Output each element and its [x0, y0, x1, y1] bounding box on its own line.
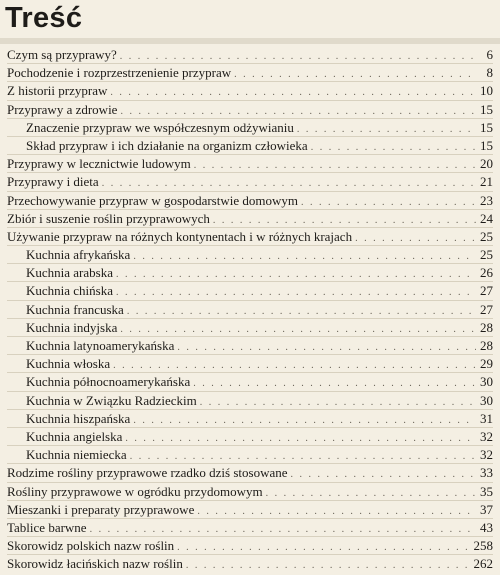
page-title: Treść — [5, 2, 83, 34]
toc-page-number: 15 — [480, 137, 493, 153]
toc-page-number: 32 — [480, 447, 493, 463]
toc-page-number: 20 — [480, 156, 493, 172]
toc-page-number: 29 — [480, 356, 493, 372]
toc-page-number: 23 — [480, 192, 493, 208]
dot-leader — [266, 485, 476, 503]
toc-entry-title: Pochodzenie i rozprzestrzenienie przypraw — [7, 65, 232, 81]
table-of-contents — [7, 46, 493, 573]
toc-page-number: 10 — [480, 83, 493, 99]
dot-leader — [301, 194, 476, 212]
dot-leader — [234, 66, 476, 84]
toc-entry-title: Kuchnia arabska — [26, 265, 113, 281]
toc-subentry — [7, 373, 493, 391]
toc-subentry — [7, 301, 493, 319]
toc-subentry — [7, 428, 493, 446]
dot-leader — [193, 375, 476, 393]
toc-entry-title: Kuchnia angielska — [26, 428, 123, 444]
toc-entry — [7, 64, 493, 82]
toc-page-number: 32 — [480, 428, 493, 444]
toc-entry-title: Rodzime rośliny przyprawowe rzadko dziś stosowane — [7, 465, 288, 481]
toc-entry — [7, 82, 493, 100]
toc-page-number: 15 — [480, 119, 493, 135]
toc-entry-title: Znaczenie przypraw we współczesnym odżywianiu — [26, 119, 294, 135]
toc-page-number: 25 — [480, 247, 493, 263]
toc-page-number: 30 — [480, 374, 493, 390]
toc-entry-title: Kuchnia włoska — [26, 356, 111, 372]
toc-page-number: 26 — [480, 265, 493, 281]
toc-page-number: 27 — [480, 283, 493, 299]
toc-page-number: 28 — [480, 338, 493, 353]
toc-entry-title: Kuchnia chińska — [26, 283, 114, 299]
toc-entry-title: Kuchnia afrykańska — [26, 247, 131, 263]
toc-entry-title: Przyprawy i dieta — [7, 174, 99, 190]
toc-page-number: 35 — [480, 483, 493, 499]
dot-leader — [186, 557, 471, 575]
dot-leader — [125, 430, 476, 448]
toc-entry-title: Przyprawy a zdrowie — [7, 101, 118, 117]
toc-entry — [7, 537, 493, 555]
dot-leader — [197, 503, 476, 521]
toc-entry-title: Czym są przyprawy? — [7, 47, 117, 62]
toc-page-number: 33 — [480, 465, 493, 481]
toc-subentry — [7, 392, 493, 410]
toc-entry-title: Przechowywanie przypraw w gospodarstwie domowym — [7, 192, 298, 208]
toc-entry — [7, 519, 493, 537]
toc-entry-title: Z historii przypraw — [7, 83, 108, 99]
dot-leader — [110, 84, 476, 102]
toc-page-number: 8 — [486, 65, 493, 81]
toc-subentry — [7, 137, 493, 155]
toc-page-number: 37 — [480, 501, 493, 517]
toc-page-number: 15 — [480, 101, 493, 117]
dot-leader — [177, 339, 476, 357]
dot-leader — [311, 139, 476, 157]
toc-entry-title: Zbiór i suszenie roślin przyprawowych — [7, 210, 210, 226]
toc-entry — [7, 46, 493, 64]
toc-subentry — [7, 319, 493, 337]
toc-subentry — [7, 355, 493, 373]
toc-entry-title: Przyprawy w lecznictwie ludowym — [7, 156, 191, 172]
toc-page-number: 25 — [480, 228, 493, 244]
dot-leader — [194, 157, 476, 175]
dot-leader — [116, 284, 476, 302]
toc-entry — [7, 173, 493, 191]
toc-entry-title: Skorowidz łacińskich nazw roślin — [7, 556, 183, 572]
toc-page-number: 43 — [480, 519, 493, 535]
toc-entry-title: Rośliny przyprawowe w ogródku przydomowym — [7, 483, 263, 499]
toc-entry — [7, 483, 493, 501]
toc-subentry — [7, 410, 493, 428]
toc-entry-title: Kuchnia latynoamerykańska — [26, 338, 175, 353]
dot-leader — [291, 466, 476, 484]
toc-page-number: 6 — [486, 47, 493, 62]
toc-entry — [7, 501, 493, 519]
toc-page-number: 262 — [473, 556, 493, 572]
toc-subentry — [7, 119, 493, 137]
toc-entry — [7, 210, 493, 228]
toc-entry-title: Skład przypraw i ich działanie na organizm człowieka — [26, 137, 308, 153]
toc-entry-title: Mieszanki i preparaty przyprawowe — [7, 501, 195, 517]
toc-subentry — [7, 446, 493, 464]
toc-entry — [7, 464, 493, 482]
toc-entry — [7, 228, 493, 246]
dot-leader — [127, 303, 476, 321]
toc-entry — [7, 101, 493, 119]
toc-page-number: 31 — [480, 410, 493, 426]
toc-entry — [7, 155, 493, 173]
toc-entry-title: Kuchnia francuska — [26, 301, 124, 317]
title-divider — [0, 38, 500, 44]
toc-subentry — [7, 246, 493, 264]
dot-leader — [355, 230, 476, 248]
toc-entry-title: Skorowidz polskich nazw roślin — [7, 538, 175, 554]
toc-page-number: 21 — [480, 174, 493, 190]
toc-subentry — [7, 264, 493, 282]
toc-entry-title: Kuchnia indyjska — [26, 319, 118, 335]
toc-entry-title: Kuchnia niemiecka — [26, 447, 127, 463]
dot-leader — [200, 394, 476, 412]
toc-page-number: 24 — [480, 210, 493, 226]
dot-leader — [133, 248, 476, 266]
toc-subentry — [7, 282, 493, 300]
toc-page-number: 27 — [480, 301, 493, 317]
toc-entry — [7, 555, 493, 573]
dot-leader — [133, 412, 476, 430]
toc-subentry — [7, 337, 493, 355]
dot-leader — [177, 539, 470, 557]
dot-leader — [297, 121, 476, 139]
toc-entry — [7, 192, 493, 210]
toc-page-number: 258 — [473, 538, 493, 554]
toc-entry-title: Tablice barwne — [7, 519, 87, 535]
toc-page-number: 28 — [480, 319, 493, 335]
toc-entry-title: Kuchnia północnoamerykańska — [26, 374, 191, 390]
dot-leader — [116, 266, 476, 284]
toc-entry-title: Używanie przypraw na różnych kontynentach i w różnych krajach — [7, 228, 353, 244]
toc-entry-title: Kuchnia hiszpańska — [26, 410, 131, 426]
toc-entry-title: Kuchnia w Związku Radzieckim — [26, 392, 197, 408]
toc-page-number: 30 — [480, 392, 493, 408]
